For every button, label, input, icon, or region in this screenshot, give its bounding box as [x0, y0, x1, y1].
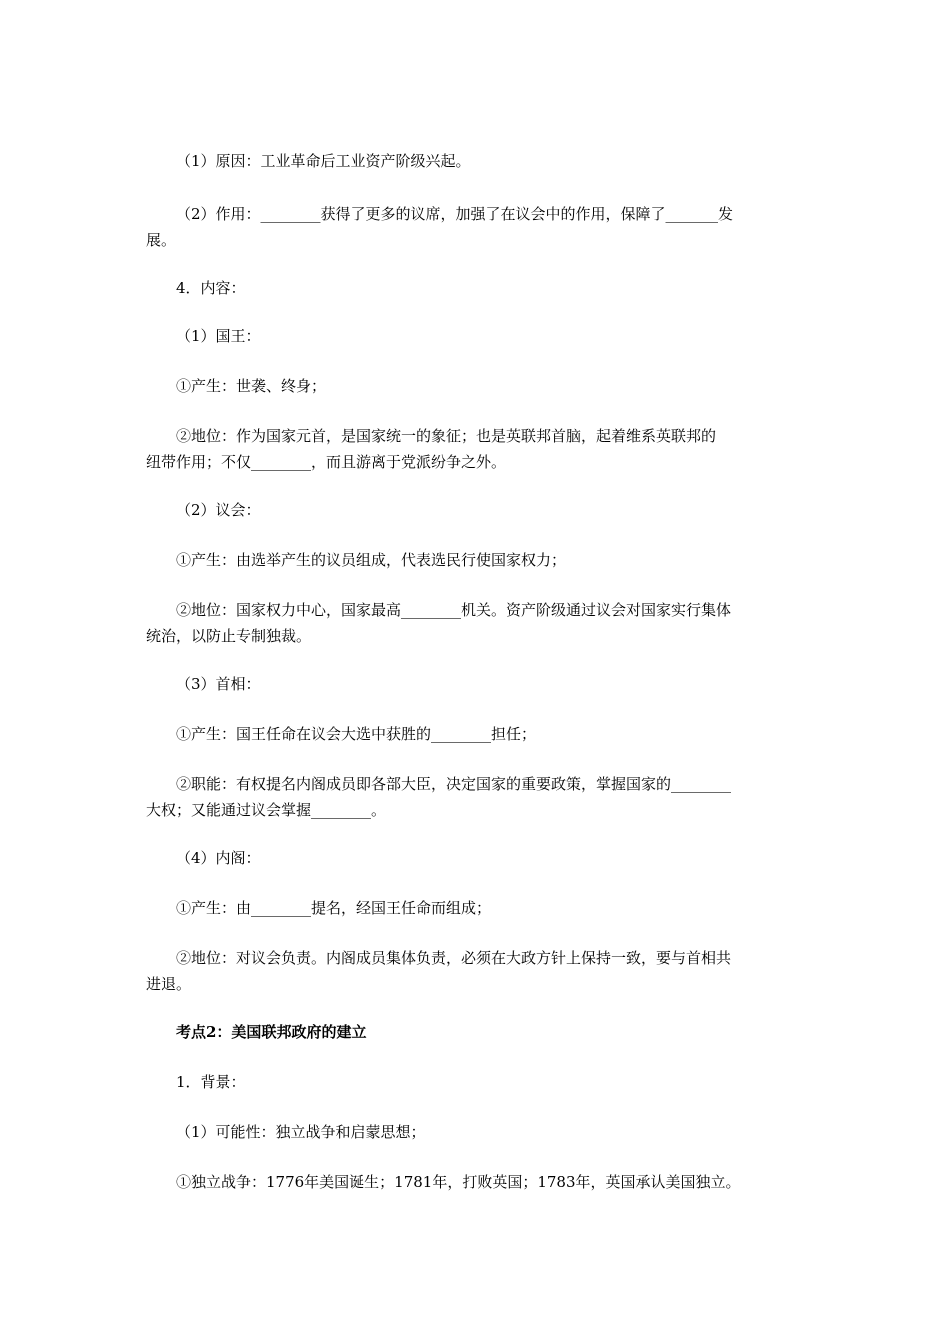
- text-line: ②地位：国家权力中心，国家最高________机关。资产阶级通过议会对国家实行集体: [176, 601, 732, 619]
- text-line: （1）原因：工业革命后工业资产阶级兴起。: [176, 152, 471, 170]
- paragraph-cabinet-status: [146, 945, 808, 997]
- paragraph-pm-origin: [146, 721, 808, 747]
- paragraph-king-status: [146, 423, 808, 475]
- text-line: （4）内阁：: [176, 849, 261, 867]
- text-line: （2）作用：________获得了更多的议席，加强了在议会中的作用，保障了_______发: [176, 205, 734, 223]
- text-line: （2）议会：: [176, 501, 261, 519]
- paragraph-pm-duties: [146, 771, 808, 823]
- paragraph-independence-war: [146, 1169, 808, 1195]
- section-heading: [146, 1019, 808, 1045]
- paragraph-pm-heading: [146, 671, 808, 697]
- paragraph-possibility: [146, 1119, 808, 1145]
- text-line: （1）可能性：独立战争和启蒙思想；: [176, 1123, 426, 1141]
- text-line: ②地位：对议会负责。内阁成员集体负责，必须在大政方针上保持一致，要与首相共: [176, 949, 732, 967]
- text-line: ②职能：有权提名内阁成员即各部大臣，决定国家的重要政策，掌握国家的________: [176, 775, 732, 793]
- paragraph-parliament-status: [146, 597, 808, 649]
- text-line: （3）首相：: [176, 675, 261, 693]
- paragraph-king-heading: [146, 323, 808, 349]
- text-line: 纽带作用；不仅________，而且游离于党派纷争之外。: [146, 453, 507, 471]
- paragraph-cabinet-origin: [146, 895, 808, 921]
- paragraph-parliament-heading: [146, 497, 808, 523]
- paragraph-king-origin: [146, 373, 808, 399]
- text-line: 4．内容：: [176, 279, 246, 297]
- text-line: ①产生：国王任命在议会大选中获胜的________担任；: [176, 725, 537, 743]
- text-line: ①产生：由选举产生的议员组成，代表选民行使国家权力；: [176, 551, 567, 569]
- text-line: ①产生：由________提名，经国王任命而组成；: [176, 899, 492, 917]
- text-line: 进退。: [146, 975, 192, 993]
- paragraph-parliament-origin: [146, 547, 808, 573]
- paragraph-effect: [146, 201, 808, 253]
- text-line: 大权；又能通过议会掌握________。: [146, 801, 387, 819]
- paragraph-content-heading: [146, 275, 808, 301]
- paragraph-cabinet-heading: [146, 845, 808, 871]
- text-line: 展。: [146, 231, 177, 249]
- paragraph-reason: [146, 148, 808, 174]
- text-line: 1．背景：: [176, 1073, 246, 1091]
- text-line: 考点2：美国联邦政府的建立: [176, 1023, 367, 1041]
- text-line: ①独立战争：1776年美国诞生；1781年，打败英国；1783年，英国承认美国独立。: [176, 1173, 741, 1191]
- text-line: （1）国王：: [176, 327, 261, 345]
- text-line: ②地位：作为国家元首，是国家统一的象征；也是英联邦首脑，起着维系英联邦的: [176, 427, 717, 445]
- text-line: 统治，以防止专制独裁。: [146, 627, 312, 645]
- text-line: ①产生：世袭、终身；: [176, 377, 327, 395]
- paragraph-background-heading: [146, 1069, 808, 1095]
